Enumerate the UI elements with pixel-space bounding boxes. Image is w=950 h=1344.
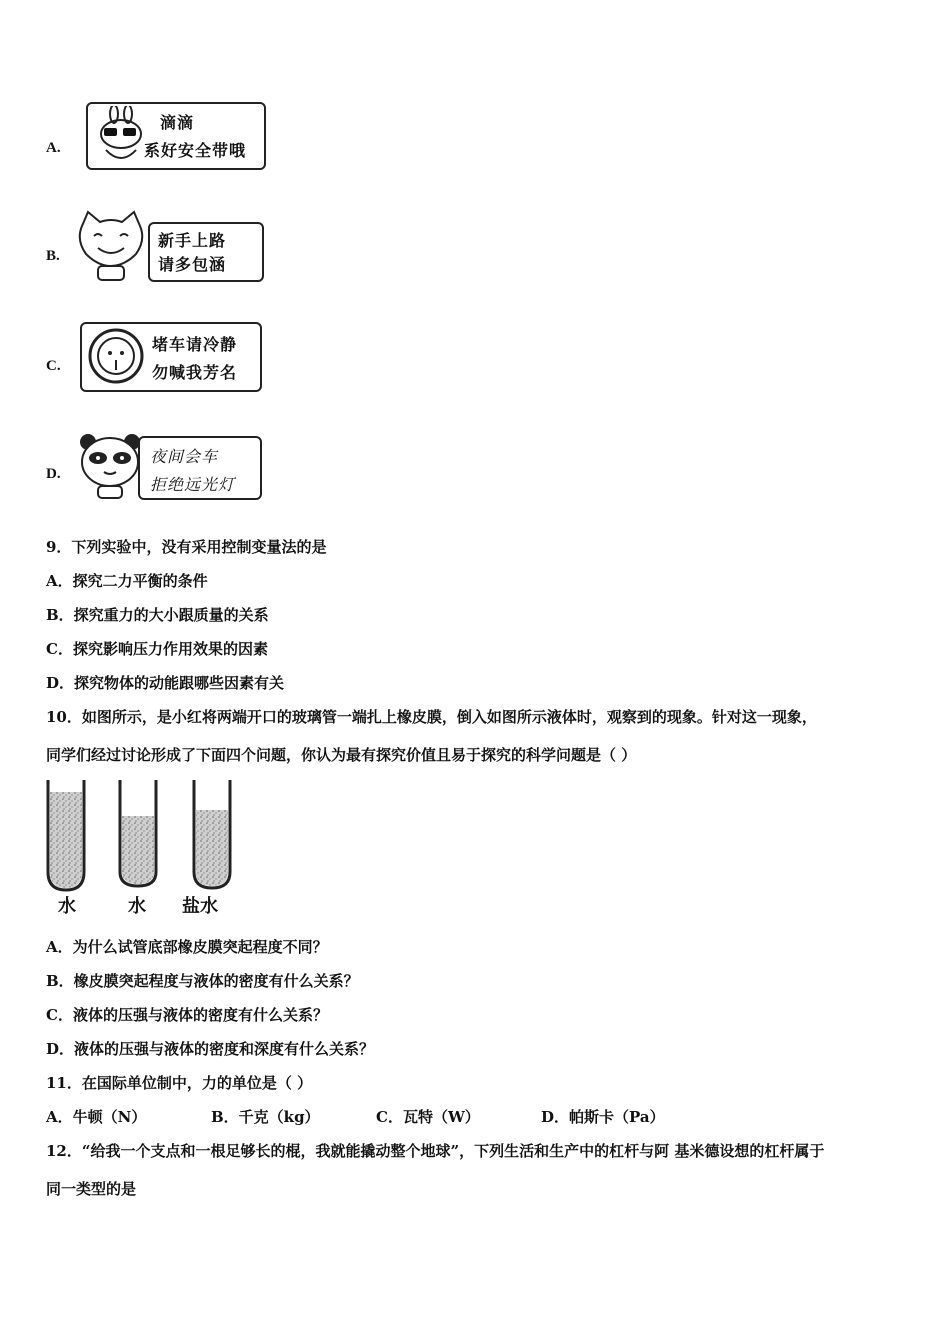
option-c-label: C.	[46, 358, 61, 374]
sign-a-line2: 系好安全带哦	[144, 141, 247, 160]
panda-icon	[78, 430, 142, 500]
tube-1-label: 水	[58, 896, 76, 917]
tube-2	[120, 780, 156, 886]
tube-3-label: 盐水	[182, 896, 218, 917]
q11-stem: 11．在国际单位制中，力的单位是（ ）	[46, 1074, 313, 1092]
tube-2-label: 水	[128, 896, 146, 917]
q10-option-d: D．液体的压强与液体的密度和深度有什么关系？	[46, 1040, 375, 1058]
q9-option-c: C．探究影响压力作用效果的因素	[46, 640, 268, 658]
q11-option-a: A．牛顿（N）	[46, 1108, 147, 1126]
q9-option-a: A．探究二力平衡的条件	[46, 572, 208, 590]
test-tubes-figure	[44, 780, 244, 892]
q10-stem-line2: 同学们经过讨论形成了下面四个问题，你认为最有探究价值且易于探究的科学问题是（ ）	[46, 746, 637, 764]
option-b-label: B.	[46, 248, 60, 264]
q10-stem-line1: 10．如图所示，是小红将两端开口的玻璃管一端扎上橡皮膜，倒入如图所示液体时，观察到的现象。针对这一现象，	[46, 708, 817, 726]
q11-option-c: C．瓦特（W）	[376, 1108, 480, 1126]
tube-3	[194, 780, 230, 888]
sign-a	[86, 102, 266, 170]
sign-b	[148, 222, 264, 282]
option-d-label: D.	[46, 466, 61, 482]
sign-d-line1: 夜间会车	[150, 447, 219, 466]
sign-d	[138, 436, 262, 500]
option-a-label: A.	[46, 140, 61, 156]
q12-stem-line2: 同一类型的是	[46, 1180, 137, 1198]
sign-c	[80, 322, 262, 392]
q10-option-c: C．液体的压强与液体的密度有什么关系？	[46, 1006, 328, 1024]
q9-stem: 9．下列实验中，没有采用控制变量法的是	[46, 538, 327, 556]
sign-c-line2: 勿喊我芳名	[152, 363, 238, 382]
q10-option-a: A．为什么试管底部橡皮膜突起程度不同？	[46, 938, 328, 956]
sign-c-line1: 堵车请冷静	[152, 335, 238, 354]
tube-1	[48, 780, 84, 890]
sign-a-line1: 滴滴	[160, 113, 195, 132]
q12-stem-line1: 12．“给我一个支点和一根足够长的棍，我就能撬动整个地球”，下列生活和生产中的杠杆与阿 基米德设想的杠杆属于	[46, 1142, 825, 1160]
q11-option-d: D．帕斯卡（Pa）	[541, 1108, 665, 1126]
sign-d-line2: 拒绝远光灯	[150, 475, 236, 494]
cat-icon	[74, 210, 148, 284]
sign-b-line2: 请多包涵	[158, 255, 227, 274]
q9-option-b: B．探究重力的大小跟质量的关系	[46, 606, 269, 624]
sign-b-line1: 新手上路	[158, 231, 227, 250]
girl-icon	[86, 326, 146, 386]
rabbit-icon	[92, 106, 150, 166]
q10-option-b: B．橡皮膜突起程度与液体的密度有什么关系？	[46, 972, 359, 990]
q11-option-b: B．千克（kg）	[211, 1108, 320, 1126]
q9-option-d: D．探究物体的动能跟哪些因素有关	[46, 674, 285, 692]
